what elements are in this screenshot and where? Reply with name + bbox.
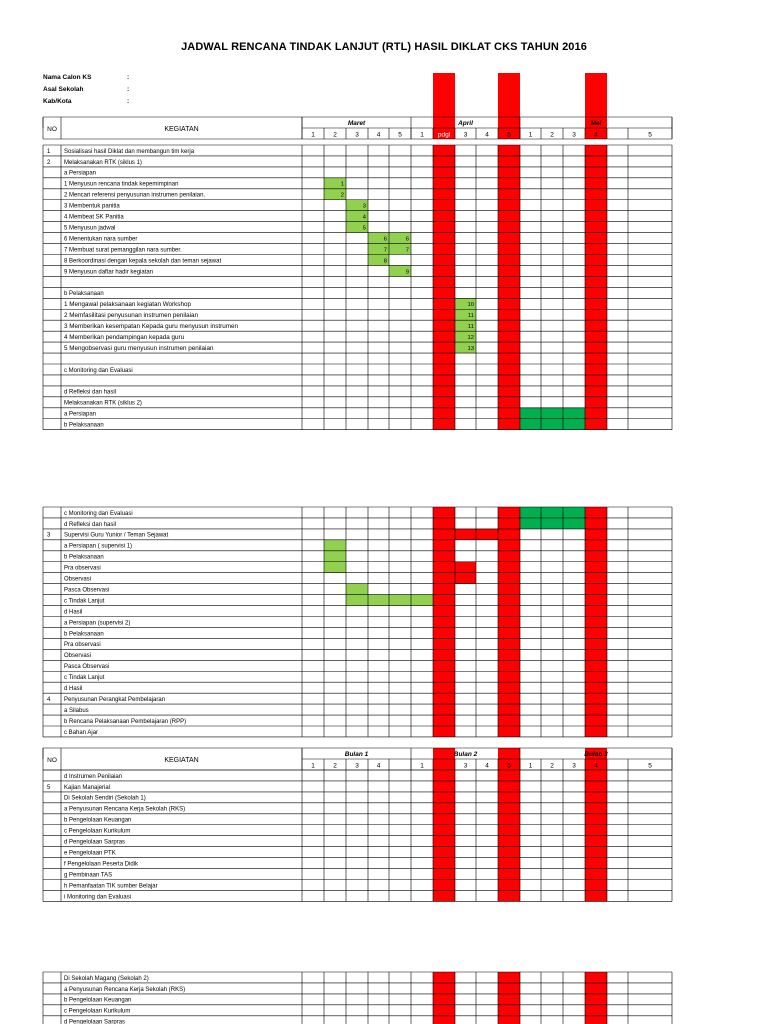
cell-number: 7: [383, 247, 387, 254]
row-no: 2: [47, 159, 51, 166]
darkgreen-cell: [520, 408, 541, 419]
cell-number: 11: [467, 324, 474, 330]
week-header: pdgl: [437, 131, 451, 139]
activity-label: c Monitoring dan Evaluasi: [64, 510, 133, 517]
green-cell: [346, 584, 368, 595]
activity-label: Di Sekolah Sendiri (Sekolah 1): [64, 795, 146, 802]
week-header: 1: [311, 131, 315, 139]
activity-label: Pasca Observasi: [64, 587, 110, 594]
green-cell: [368, 595, 389, 606]
week-header: 3: [463, 131, 468, 139]
darkgreen-cell: [541, 408, 563, 419]
activity-label: b Pelaksanaan: [64, 631, 104, 638]
red-top-column: [585, 73, 607, 117]
activity-label: c Bahan Ajar: [64, 729, 99, 736]
month-header-1: Bulan 1: [344, 751, 369, 758]
activity-label: 7 Membuat surat pemanggilan nara sumber.: [64, 247, 182, 254]
cell-number: 7: [405, 247, 409, 254]
b2-red-column: [433, 507, 455, 737]
activity-label: c Pengelolaan Kurikulum: [64, 1008, 131, 1015]
week-header: 4: [485, 131, 489, 139]
activity-label: c Pengelolaan Kurikulum: [64, 828, 131, 835]
darkgreen-cell: [563, 507, 585, 518]
activity-label: 8 Berkoordinasi dengan kepala sekolah dan teman sejawat: [64, 258, 222, 265]
activity-label: b Pengelolaan Keuangan: [64, 817, 132, 824]
darkgreen-cell: [563, 518, 585, 529]
cell-number: 3: [362, 203, 366, 210]
activity-label: Pra observasi: [64, 565, 101, 572]
activity-label: Melaksanakan RTK (siklus 1): [64, 159, 142, 166]
activity-label: 4 Memberikan pendampingan kepada guru: [64, 333, 185, 341]
week-header: 4: [594, 131, 598, 139]
darkgreen-cell: [541, 507, 563, 518]
darkgreen-cell: [563, 419, 585, 430]
activity-label: a Silabus: [64, 707, 89, 714]
cell-number: 6: [405, 236, 409, 243]
row-no: 5: [47, 784, 51, 791]
activity-label: d Refleksi dan hasil: [64, 521, 117, 528]
cell-number: 1: [340, 181, 344, 188]
week-header: 2: [333, 131, 337, 139]
week-header: 3: [572, 762, 576, 770]
activity-label: a Persiapan (supervisi 2): [64, 620, 131, 627]
activity-label: a Penyusunan Rencana Kerja Sekolah (RKS): [64, 986, 186, 993]
info-label: Asal Sekolah: [43, 86, 84, 93]
activity-label: d Refleksi dan hasil: [64, 389, 117, 396]
red-cell: [476, 529, 498, 540]
week-header: 1: [311, 762, 315, 770]
info-colon: :: [127, 74, 130, 81]
week-header: 2: [333, 762, 337, 770]
week-header: 3: [355, 131, 359, 139]
activity-label: d Pengelolaan Sarpras: [64, 839, 126, 846]
activity-label: 5 Menyusun jadwal: [64, 225, 116, 232]
red-top-column: [498, 73, 520, 117]
info-colon: :: [127, 86, 130, 93]
month-header-3: Bulan 3: [584, 751, 608, 758]
kegiatan-header: KEGIATAN: [164, 126, 199, 133]
activity-label: 2 Memfasilitasi penyusunan instrumen penilaian: [64, 312, 199, 320]
activity-label: Di Sekolah Magang (Sekolah 2): [64, 975, 149, 982]
activity-label: a Persiapan: [64, 411, 97, 418]
activity-label: c Monitoring dan Evaluasi: [64, 367, 133, 374]
week-header: 4: [376, 762, 381, 770]
activity-label: 3 Membentuk panitia: [64, 203, 120, 210]
activity-label: b Rencana Pelaksanaan Pembelajaran (RPP): [64, 718, 187, 725]
activity-label: 6 Menentukan nara sumber: [64, 236, 138, 243]
row-no: 1: [47, 148, 51, 155]
activity-label: f Pengelolaan Peserta Didik: [64, 861, 139, 868]
page-title: JADWAL RENCANA TINDAK LANJUT (RTL) HASIL DIKLAT CKS TAHUN 2016: [181, 41, 587, 53]
b2-red-column: [498, 507, 520, 737]
red-cell: [455, 573, 476, 584]
activity-label: Observasi: [64, 576, 92, 583]
darkgreen-cell: [541, 518, 563, 529]
b2-red-column: [585, 507, 607, 737]
activity-label: Sosialisasi hasil Diklat dan membangun tim kerja: [64, 148, 195, 155]
activity-label: Pasca Observasi: [64, 664, 110, 671]
activity-label: 5 Mengobservasi guru menyusun instrumen penilaian: [64, 344, 214, 352]
cell-number: 6: [383, 236, 387, 243]
week-header: 3: [463, 762, 468, 770]
darkgreen-cell: [541, 419, 563, 430]
darkgreen-cell: [520, 518, 541, 529]
b4-red-column: [585, 972, 607, 1024]
activity-label: g Pembinaan TAS: [64, 872, 113, 879]
activity-label: e Pengelolaan PTK: [64, 850, 116, 857]
week-header: 1: [420, 131, 424, 139]
darkgreen-cell: [520, 507, 541, 518]
week-header: 3: [572, 131, 576, 139]
activity-label: 3 Memberikan kesempatan Kepada guru menyusun instrumen: [64, 323, 238, 330]
info-colon: :: [127, 98, 130, 105]
activity-label: 4 Membeat SK Panitia: [64, 214, 124, 221]
red-top-column: [433, 73, 455, 117]
b4-red-column: [498, 972, 520, 1024]
week-header: 1: [528, 762, 533, 770]
green-cell: [346, 595, 368, 606]
activity-label: c Tindak Lanjut: [64, 598, 105, 605]
no-header: NO: [47, 126, 57, 133]
activity-label: b Pelaksanaan: [64, 291, 104, 298]
activity-label: Melaksanakan RTK (siklus 2): [64, 400, 142, 407]
darkgreen-cell: [563, 408, 585, 419]
activity-label: b Pelaksanaan: [64, 554, 104, 561]
darkgreen-cell: [520, 419, 541, 430]
week-header: 5: [507, 131, 511, 139]
activity-label: a Persiapan ( supervisi 1): [64, 543, 133, 550]
week-header: 1: [528, 131, 533, 139]
week-header: 5: [648, 762, 652, 770]
activity-label: d Hasil: [64, 686, 83, 692]
week-header: 2: [550, 131, 554, 139]
no-header: NO: [47, 757, 57, 764]
activity-label: d Pengelolaan Sarpras: [64, 1019, 126, 1024]
week-header: 4: [485, 762, 489, 770]
activity-label: d Instrumen Penilaian: [64, 773, 123, 780]
kegiatan-header: KEGIATAN: [164, 757, 199, 764]
row-no: 3: [47, 532, 51, 539]
cell-number: 10: [467, 302, 474, 309]
activity-label: Pra observasi: [64, 642, 101, 649]
activity-label: 1 Menyusun rencana tindak kepemimpinan: [64, 181, 179, 188]
activity-label: a Persiapan: [64, 170, 97, 177]
activity-label: b Pelaksanaan: [64, 422, 104, 429]
cell-number: 5: [362, 225, 366, 232]
green-cell: [389, 595, 411, 606]
red-cell: [433, 529, 455, 540]
cell-number: 12: [467, 334, 474, 341]
cell-number: 8: [383, 258, 387, 265]
cell-number: 13: [467, 345, 474, 352]
week-header: 5: [507, 762, 511, 770]
week-header: 4: [594, 762, 598, 770]
week-header: 1: [420, 762, 424, 770]
month-header-2: Bulan 2: [453, 751, 478, 758]
activity-label: Observasi: [64, 653, 92, 660]
activity-label: 9 Menyusun daftar hadir kegiatan: [64, 269, 154, 276]
cell-number: 11: [467, 313, 474, 320]
row-no: 4: [47, 696, 51, 703]
week-header: 2: [550, 762, 554, 770]
cell-number: 9: [405, 269, 409, 276]
activity-label: b Pengelolaan Keuangan: [64, 997, 132, 1004]
activity-label: a Penyusunan Rencana Kerja Sekolah (RKS): [64, 806, 186, 813]
activity-label: Kajian Manajerial: [64, 784, 111, 791]
activity-label: 2 Mencari referensi penyusunan instrumen penilaian.: [64, 192, 206, 199]
activity-label: 1 Mengawal pelaksanaan kegiatan Workshop: [64, 301, 191, 309]
activity-label: c Tindak Lanjut: [64, 675, 105, 682]
info-label: Nama Calon KS: [43, 74, 92, 81]
activity-label: i Monitoring dan Evaluasi: [64, 894, 132, 901]
red-cell: [455, 562, 476, 573]
week-header: 3: [355, 762, 359, 770]
green-cell: [324, 540, 346, 551]
week-header: 4: [376, 131, 381, 139]
month-header-3: Mei: [590, 120, 602, 127]
b4-red-column: [433, 972, 455, 1024]
cell-number: 4: [362, 214, 366, 221]
week-header: 5: [398, 131, 402, 139]
activity-label: h Pemanfaatan TIK sumber Belajar: [64, 883, 158, 890]
activity-label: d Hasil: [64, 609, 83, 616]
week-header: 5: [648, 131, 652, 139]
activity-label: Supervisi Guru Yunior / Teman Sejawat: [64, 532, 169, 539]
cell-number: 2: [340, 192, 344, 199]
activity-label: Penyusunan Perangkat Pembelajaran: [64, 696, 166, 703]
info-label: Kab/Kota: [43, 98, 72, 105]
green-cell: [324, 562, 346, 573]
red-cell: [455, 529, 476, 540]
month-header-1: Maret: [347, 120, 366, 127]
month-header-2: April: [458, 120, 473, 127]
green-cell: [411, 595, 433, 606]
green-cell: [324, 551, 346, 562]
